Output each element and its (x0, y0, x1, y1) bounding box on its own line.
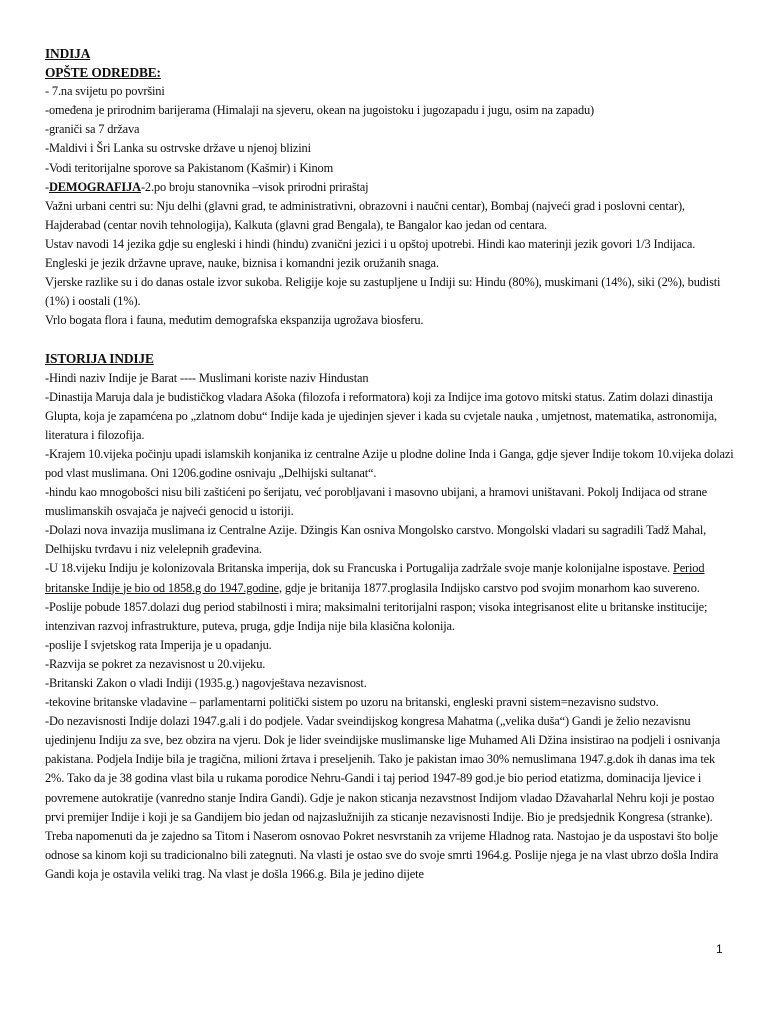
document-body (45, 44, 735, 884)
paragraph: -graniči sa 7 država (45, 122, 140, 137)
paragraph: - 7.na svijetu po površini (45, 84, 165, 99)
demography-line (45, 178, 735, 197)
paragraph: Vjerske razlike su i do danas ostale izvor sukoba. Religije koje su zastupljene u Indiji su: Hindu (80%), muskimani (14%), siki (2%), budisti (1%) i oostali (1%). (45, 275, 721, 309)
paragraph: -omeđena je prirodnim barijerama (Himalaji na sjeveru, okean na jugoistoku i jugozapadu i jugu, osim na zapadu) (45, 103, 595, 118)
section-title-general: OPŠTE ODREDBE: (45, 65, 161, 81)
paragraph: Ustav navodi 14 jezika gdje su engleski i hindi (hindu) zvanični jezici i u opštoj upotrebi. Hindi kao materinji jezik govori 1/3 Indijaca. Engleski je jezik državne uprave, nauke, biznisa i komandni jezik oružanih snaga. (45, 236, 696, 271)
paragraph: -poslije I svjetskog rata Imperija je u opadanju. (45, 637, 272, 652)
paragraph: Vrlo bogata flora i fauna, međutim demografska ekspanzija ugrožava biosferu. (45, 313, 424, 328)
paragraph: -Dinastija Maruja dala je budističkog vladara Ašoka (filozofa i reformatora) koji za Indijce ima gotovo mitski status. Zatim dolazi dinastija Glupta, koja je zapamćena po „zlatnom dobu“ Indije kada je ujedinjen sjever i kada su cvjetale nauka , umjetnost, matematika, astronomija, literatura i filozofija. (45, 389, 717, 442)
paragraph: -Poslije pobude 1857.dolazi dug period stabilnosti i mira; maksimalni teritorijalni raspon; visoka integrisanost elite u britanske institucije; intenzivan razvoj infrastrukture, puteva, pruga, gdje Indija nije bila klasična kolonija. (45, 599, 708, 633)
section-gap (45, 330, 735, 349)
paragraph: -Razvija se pokret za nezavisnost u 20.vijeku. (45, 656, 266, 671)
paragraph: -Do nezavisnosti Indije dolazi 1947.g.ali i do podjele. Vadar sveindijskog kongresa Mahatma („velika duša“) Gandi je želio nezavisnu ujedinjenu Indiju za sve, bez obzira na vjeru. Dok je lider sveindijske muslimanske lige Muhamed Ali Džina insistirao na podjeli i osnivanja pakistana. Podjela Indije bila je tragična, milioni žrtava i preseljenih. Tako je pakistan imao 30% nemuslimana 1947.g.dok ih danas ima tek 2%. Tako da je 38 godina vlast bila u rukama porodice Nehru-Gandi i taj period 1947-89 god.je bio period etatizma, dominacija ljevice i povremene autokratije (vanredno stanje Indira Gandi). Gdje je nakon sticanja nezavstnost Indijom vladao Džavaharlal Nehru koji je postao prvi premijer Indije i koji je sa Gandijem bio jedan od najzaslužnijih za sticanje nezavisnosti Indije. Bio je predsjednik Kongresa (stranke). Treba napomenuti da je zajedno sa Titom i Naserom osnovao Pokret nesvrstanih za vrijeme Hladnog rata. Nastojao je da uspostavi što bolje odnose sa kinom koji su tradicionalno bili zategnuti. Na vlasti je ostao sve do svoje smrti 1964.g. Poslije njega je na vlast ubrzo došla Indira Gandi koja je ostavila veliki trag. Na vlast je došla 1966.g. Bila je jedino dijete (45, 714, 721, 881)
paragraph: -Krajem 10.vijeka počinju upadi islamskih konjanika iz centralne Azije u plodne doline Inda i Ganga, gdje sjever Indije tokom 10.vijeka dolazi pod vlast muslimana. Oni 1206.godine osnivaju „Delhijski sultanat“. (45, 446, 734, 480)
paragraph: -hindu kao mnogobošci nisu bili zaštićeni po šerijatu, već porobljavani i masovno ubijani, a hramovi uništavani. Pokolj Indijaca od strane muslimanskih osvajača je najveći genocid u istoriji. (45, 485, 708, 519)
paragraph: -Britanski Zakon o vladi Indiji (1935.g.) nagovještava nezavisnost. (45, 676, 367, 690)
colonial-paragraph (45, 559, 735, 597)
paragraph: -Dolazi nova invazija muslimana iz Centralne Azije. Džingis Kan osniva Mongolsko carstvo. Mongolski vladari su sagradili Tadž Mahal, Delhijsku tvrđavu i niz velelepnih građevina. (45, 523, 707, 557)
colonial-text-after: gdje je britanija 1877.proglasila Indijsko carstvo pod svojim monarhom kao suvereno. (281, 580, 700, 595)
colonial-text-before: -U 18.vijeku Indiju je kolonizovala Britanska imperija, dok su Francuska i Portugalija zadržale svoje manje kolonijalne ispostave. (45, 561, 673, 576)
page-number: 1 (716, 942, 723, 956)
demography-prefix: - (45, 179, 49, 194)
paragraph: -Hindi naziv Indije je Barat ---- Muslimani koriste naziv Hindustan (45, 370, 369, 385)
paragraph: Važni urbani centri su: Nju delhi (glavni grad, te administrativni, obrazovni i naučni centar), Bombaj (najveći grad i poslovni centar), Hajderabad (centar novih tehnologija), Kalkuta (glavni grad Bengala), te Bangalor kao jedan od centara. (45, 198, 685, 232)
demography-text: -2.po broju stanovnika –visok prirodni priraštaj (140, 179, 369, 194)
paragraph: -Maldivi i Šri Lanka su ostrvske države u njenoj blizini (45, 141, 311, 156)
demography-label: DEMOGRAFIJA (48, 179, 141, 194)
paragraph: -tekovine britanske vladavine – parlamentarni politički sistem po uzoru na britanski, engleski pravni sistem=nezavisno sudstvo. (45, 695, 659, 710)
section-title-history: ISTORIJA INDIJE (45, 351, 154, 367)
document-title: INDIJA (45, 46, 91, 61)
paragraph: -Vodi teritorijalne sporove sa Pakistanom (Kašmir) i Kinom (45, 160, 334, 175)
colonial-underlined-text: Period britanske Indije je bio od 1858.g do 1947.godine, (45, 561, 705, 595)
